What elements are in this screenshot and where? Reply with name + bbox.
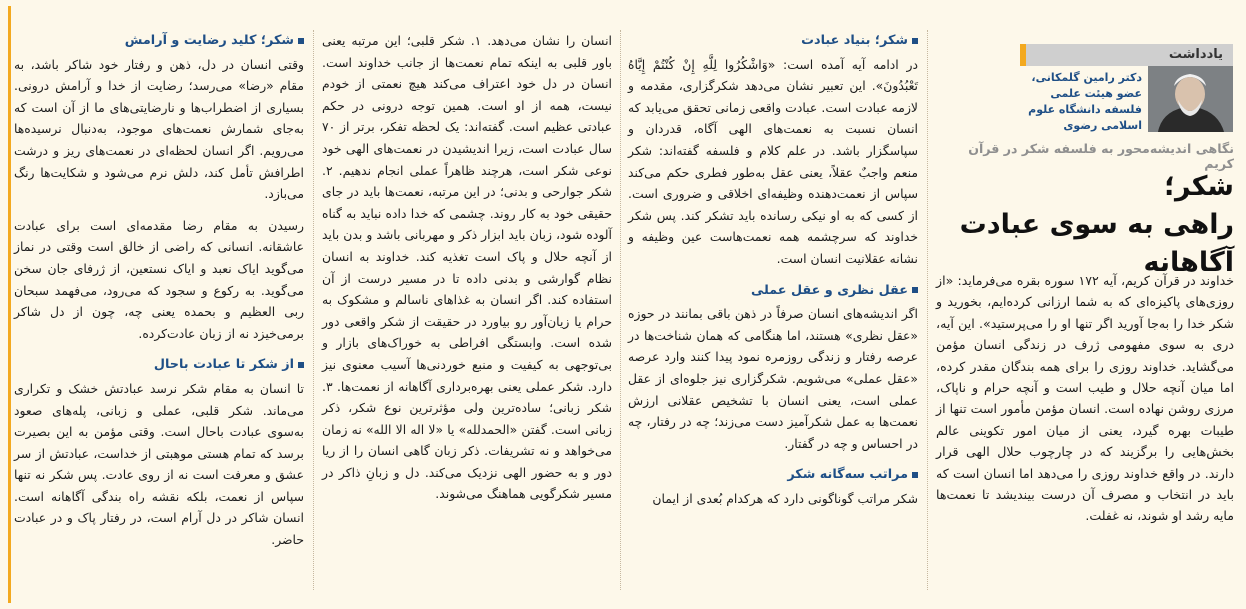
paragraph: اگر اندیشه‌های انسان صرفاً در ذهن باقی بمانند در حوزه «عقل نظری» هستند، اما هنگامی که همان شناخت‌ها در عرصه رفتار و زندگی روزمره نمود پیدا کنند وارد عرصه «عقل عملی» می‌شویم. شکرگزاری نیز جلوه‌ای از عقل عملی است، یعنی انسان با تشخیص عقلانی ارزش نعمت‌ها به عمل شکرآمیز دست می‌زند؛ چه در رفتار، چه در احساس و چه در گفتار. [628, 306, 918, 451]
author-photo [1148, 66, 1233, 132]
column-divider [620, 30, 621, 590]
column-label: یادداشت [1020, 44, 1233, 66]
paragraph: وقتی انسان در دل، ذهن و رفتار خود شاکر باشد، به مقام «رضا» می‌رسد؛ رضایت از خدا و آرامش درونی. بسیاری از اضطراب‌ها و نارضایتی‌های ما از آن است که به‌جای شمارش نعمت‌های موجود، به‌دنبال نرسیده‌ها می‌رویم. اگر انسان لحظه‌ای در نعمت‌های ریز و درشت اطرافش تأمل کند، دلش نرم می‌شود و شکایت‌ها رنگ می‌بازد. [14, 56, 304, 202]
page-edge-bar [8, 6, 11, 603]
bullet-square-icon [912, 472, 918, 478]
column-2 [322, 30, 612, 505]
section-title: شکر؛ بنیاد عبادت [801, 33, 908, 48]
paragraph: رسیدن به مقام رضا مقدمه‌ای است برای عبادت عاشقانه. انسانی که راضی از خالق است وقتی در نماز می‌گوید ایاک نعبد و ایاک نستعین، از ژرفای جان سخن می‌گوید. به رکوع و سجود که می‌رود، می‌فهمد سبحان ربی العظیم و بحمده یعنی چه، چون از دل شاکر برمی‌خیزد نه از زبان عادت‌کرده. [14, 217, 304, 341]
column-1 [14, 30, 304, 551]
column-divider [927, 30, 928, 590]
title-line-2: راهی به سوی عبادت آگاهانه [959, 209, 1234, 278]
section-title: عقل نظری و عقل عملی [751, 282, 908, 298]
title-line-1: شکر؛ [1164, 171, 1234, 202]
bullet-square-icon [912, 38, 918, 44]
article-title [944, 168, 1234, 282]
column-3 [628, 30, 918, 509]
bullet-square-icon [912, 287, 918, 293]
section-title: مراتب سه‌گانه شکر [787, 467, 908, 483]
paragraph: در ادامه آیه آمده است: «وَاشْکُرُوا لِلَّهِ إِنْ کُنْتُمْ إِیَّاهُ تَعْبُدُونَ». این تعبیر نشان می‌دهد شکرگزاری، مقدمه و لازمه عبادت است. عبادت واقعی زمانی تحقق می‌یابد که انسان نسبت به نعمت‌های الهی آگاه، قدردان و سپاسگزار باشد. در علم کلام و فلسفه گفته‌اند: شکر منعم واجبٌ عقلاً، یعنی عقل به‌طور فطری حکم می‌کند سپاس از نعمت‌دهنده وظیفه‌ای اخلاقی و ضروری است. از کسی که به او نیکی رسانده باید تشکر کند. پس شکر خداوند که سرچشمه همه نعمت‌هاست عین وظیفه و نشانه عقلانیت انسان است. [628, 56, 918, 266]
label-accent [1020, 44, 1026, 66]
author-credit: دکتر رامین گلمکانی، عضو هیئت علمی فلسفه دانشگاه علوم اسلامی رضوی [1028, 71, 1142, 132]
paragraph: شکر مراتب گوناگونی دارد که هرکدام بُعدی از ایمان [652, 490, 918, 506]
bullet-square-icon [298, 362, 304, 368]
intro-paragraph [936, 270, 1234, 527]
column-divider [313, 30, 314, 590]
paragraph: خداوند در قرآن کریم، آیه ۱۷۲ سوره بقره می‌فرماید: «از روزی‌های پاکیزه‌ای که به شما ارزانی کرده‌ایم، بخورید و شکر خدا را به‌جا آورید اگر تنها او را می‌پرستید». این آیه، دری به سوی مفهومی ژرف در زندگی انسان مؤمن می‌گشاید. خداوند روزی را برای همه بندگان مقدر کرده، اما میان آنچه حلال و طیب است و آنچه حرام و ناپاک، مرزی روشن نهاده است. انسان مؤمن مأمور است تنها از طیبات بهره گیرد، یعنی از میان امور تکوینی عالم بخش‌هایی را برگزیند که در چارچوب حلال الهی قرار دارند. در واقع خداوند روزی را می‌دهد اما انسان است که باید در انتخاب و مصرف آن درست بیندیشد تا نعمت‌ها مایه رشد او شوند، نه غفلت. [936, 273, 1234, 524]
section-heading [628, 30, 918, 52]
section-title: شکر؛ کلید رضایت و آرامش [124, 33, 294, 48]
section-title: از شکر تا عبادت باحال [153, 357, 294, 373]
section-heading [14, 30, 304, 52]
section-heading [628, 280, 918, 302]
section-heading [14, 354, 304, 376]
paragraph: انسان را نشان می‌دهد. ۱. شکر قلبی؛ این مرتبه یعنی باور قلبی به اینکه تمام نعمت‌ها از جانب خداوند است. انسان در دل خود اعتراف می‌کند هیچ نعمتی از خودم نیست، همه از او است. همین توجه درونی در حکم عبادتی عظیم است. گفته‌اند: یک لحظه تفکر، برتر از ۷۰ سال عبادت است، زیرا اندیشیدن در نعمت‌های الهی خود نوعی شکر است، هرچند ظاهراً عملی انجام ندهیم. ۲. شکر جوارحی و بدنی؛ در این مرتبه، نعمت‌ها باید در جای حقیقی خود به کار روند. چشمی که خدا داده نباید به گناه آلوده شود، زبان باید ابزار ذکر و مهربانی باشد و بدن باید از آنچه حلال و پاک است تغذیه کند. خداوند به انسان نظام گوارشی و بدنی داده تا در مسیر درست از آن استفاده کند. اگر انسان به غذاهای ناسالم و مشکوک به حرام یا زیان‌آور رو بیاورد در حقیقت از شکر واقعی دور شده است. وابستگی افراطی به خوراک‌های بازار و بی‌توجهی به کیفیت و منبع خوردنی‌ها آسیب معنوی نیز دارد. شکر عملی یعنی بهره‌برداری آگاهانه از نعمت‌ها. ۳. شکر زبانی؛ ساده‌ترین ولی مؤثرترین نوع شکر، ذکر زبانی است. گفتن «الحمدلله» یا «لا اله الا الله» نه زمان می‌خواهد و نه تشریفات. ذکر زبان گاهی انسان را از ریا دور و به حضور الهی نزدیک می‌کند. دل و زبانِ ذاکر در مسیر شکرگویی هماهنگ می‌شوند. [322, 33, 612, 502]
section-heading [628, 464, 918, 486]
article-subtitle: نگاهی اندیشه‌محور به فلسفه شکر در قرآن کریم [968, 141, 1234, 171]
paragraph: تا انسان به مقام شکر نرسد عبادتش خشک و تکراری می‌ماند. شکر قلبی، عملی و زبانی، پله‌های صعود به‌سوی عبادت باحال است. وقتی مؤمن به این بصیرت برسد که تمام هستی موهبتی از خداست، عبادتش از سر عشق و معرفت است نه از روی عادت. پس شکر نه تنها سپاس از نعمت، بلکه نقشه راه بندگی آگاهانه است. انسان شاکر در دل آرام است، در رفتار پاک و در عبادت حاضر. [14, 380, 304, 548]
bullet-square-icon [298, 38, 304, 44]
